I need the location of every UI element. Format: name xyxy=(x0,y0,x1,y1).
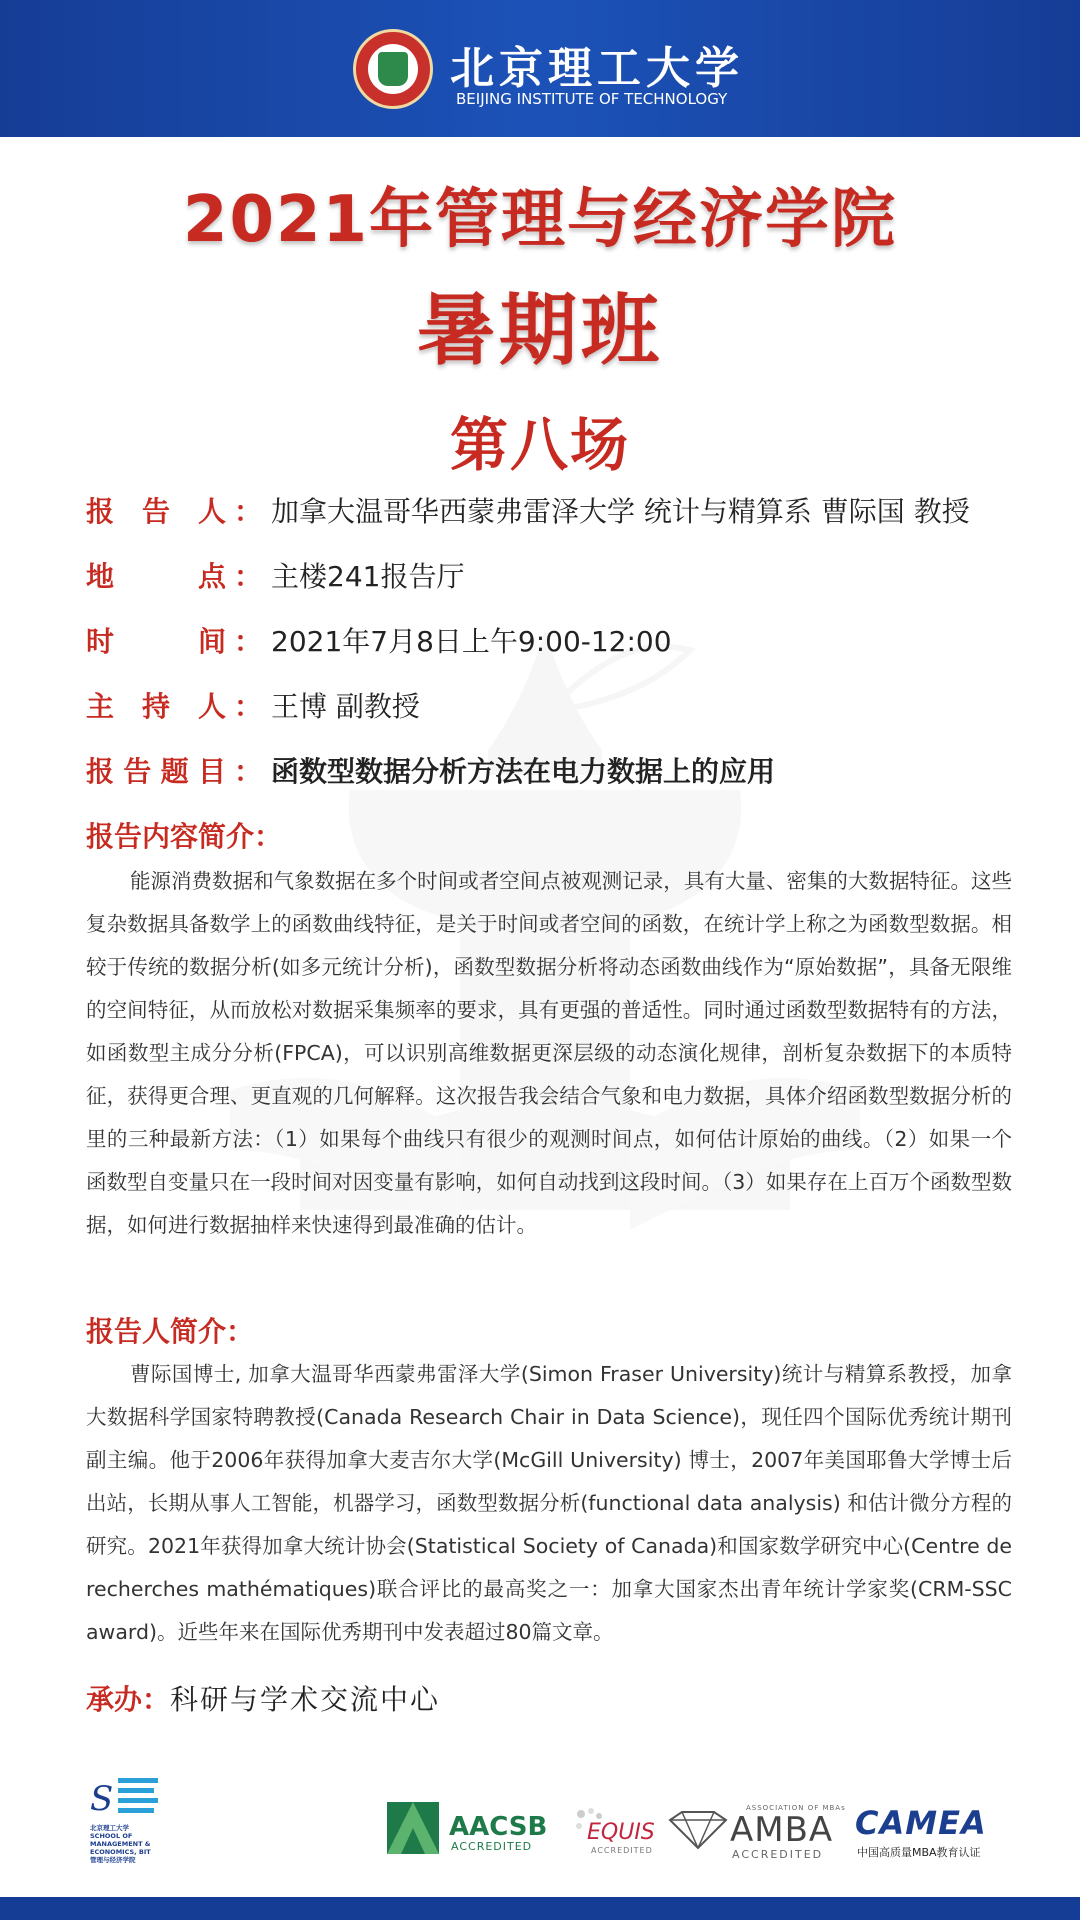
main-title-line1: 2021年管理与经济学院 xyxy=(182,183,898,257)
main-title-line2: 暑期班 xyxy=(416,286,663,376)
camea-logo xyxy=(855,1804,1020,1860)
bio-heading: 报告人简介： xyxy=(86,1315,255,1348)
camea-text: CAMEA xyxy=(855,1804,987,1842)
sme-line: SCHOOL OF xyxy=(90,1832,133,1840)
speaker-colon: ： xyxy=(234,495,263,528)
organizer-value: 科研与学术交流中心 xyxy=(170,1683,441,1716)
sme-mark-icon xyxy=(88,1772,160,1822)
camea-sub: 中国高质量MBA教育认证 xyxy=(857,1846,981,1859)
amba-top-text: ASSOCIATION OF MBAs xyxy=(746,1804,846,1812)
equis-logo xyxy=(573,1806,653,1858)
school-name-en: BEIJING INSTITUTE OF TECHNOLOGY xyxy=(456,90,728,108)
amba-text: AMBA xyxy=(730,1810,834,1850)
sme-line: 北京理工大学 xyxy=(90,1824,129,1832)
topic-label: 报告题目 xyxy=(86,755,226,788)
footer-band xyxy=(0,1897,1080,1920)
session-title: 第八场 xyxy=(449,411,630,479)
topic-value: 函数型数据分析方法在电力数据上的应用 xyxy=(271,755,776,788)
topic-colon: ： xyxy=(234,755,263,788)
time-colon: ： xyxy=(234,625,263,658)
equis-text: EQUIS xyxy=(587,1820,655,1845)
amba-diamond-icon xyxy=(668,1810,728,1850)
sme-logo xyxy=(88,1772,160,1864)
sme-text xyxy=(90,1824,170,1864)
bio-text: 曹际国博士, 加拿大温哥华西蒙弗雷泽大学(Simon Fraser University)统计与精算系教授，加拿大数据科学国家特聘教授(Canada Research Chair in Data Science)，现任四个国际优秀统计期刊副主编。他于2006年获得加拿大麦吉尔大学(McGill University) 博士，2007年美国耶鲁大学博士后出站，长期从事人工智能，机器学习，函数型数据分析(functional data analysis) 和估计微分方程的研究。2021年获得加拿大统计协会(Statistical Society of Canada)和国家数学研究中心(Centre de recherches mathématiques)联合评比的最高奖之一：加拿大国家杰出青年统计学家奖(CRM-SSC award)。近些年来在国际优秀期刊中发表超过80篇文章。 xyxy=(86,1362,1012,1644)
location-colon: ： xyxy=(234,560,263,593)
svg-text:S: S xyxy=(90,1779,114,1819)
speaker-label: 报告人 xyxy=(86,495,226,528)
aacsb-logo xyxy=(387,1802,547,1858)
sme-line: 管理与经济学院 xyxy=(90,1856,136,1864)
abstract-heading: 报告内容简介： xyxy=(86,820,283,853)
abstract-text: 能源消费数据和气象数据在多个时间或者空间点被观测记录，具有大量、密集的大数据特征。这些复杂数据具备数学上的函数曲线特征，是关于时间或者空间的函数，在统计学上称之为函数型数据。相较于传统的数据分析(如多元统计分析)，函数型数据分析将动态函数曲线作为“原始数据”，具备无限维的空间特征，从而放松对数据采集频率的要求，具有更强的普适性。同时通过函数型数据特有的方法，如函数型主成分分析(FPCA)，可以识别高维数据更深层级的动态演化规律，剖析复杂数据下的本质特征，获得更合理、更直观的几何解释。这次报告我会结合气象和电力数据，具体介绍函数型数据分析的里的三种最新方法：（1）如果每个曲线只有很少的观测时间点，如何估计原始的曲线。（2）如果一个函数型自变量只在一段时间对因变量有影响，如何自动找到这段时间。（3）如果存在上百万个函数型数据，如何进行数据抽样来快速得到最准确的估计。 xyxy=(86,869,1012,1237)
time-label: 时间 xyxy=(86,625,226,658)
location-label: 地点 xyxy=(86,560,226,593)
organizer xyxy=(86,1678,440,1718)
speaker-value: 加拿大温哥华西蒙弗雷泽大学 统计与精算系 曹际国 教授 xyxy=(271,495,970,528)
sme-line: MANAGEMENT & xyxy=(90,1840,151,1848)
amba-sub: ACCREDITED xyxy=(732,1848,824,1861)
school-name-cn: 北京理工大学 xyxy=(450,43,744,94)
organizer-label: 承办： xyxy=(86,1683,171,1716)
aacsb-mark-icon xyxy=(387,1802,439,1854)
host-colon: ： xyxy=(234,690,263,723)
time-value: 2021年7月8日上午9:00-12:00 xyxy=(271,625,672,658)
aacsb-sub: ACCREDITED xyxy=(451,1840,533,1853)
sme-line: ECONOMICS, BIT xyxy=(90,1848,151,1856)
equis-sub: ACCREDITED xyxy=(591,1846,653,1855)
school-seal-logo xyxy=(353,29,433,109)
header-band xyxy=(0,0,1080,137)
amba-logo xyxy=(668,1804,846,1861)
aacsb-text: AACSB xyxy=(449,1812,548,1842)
host-label: 主持人 xyxy=(86,690,226,723)
host-value: 王博 副教授 xyxy=(271,690,420,723)
location-value: 主楼241报告厅 xyxy=(271,560,465,593)
